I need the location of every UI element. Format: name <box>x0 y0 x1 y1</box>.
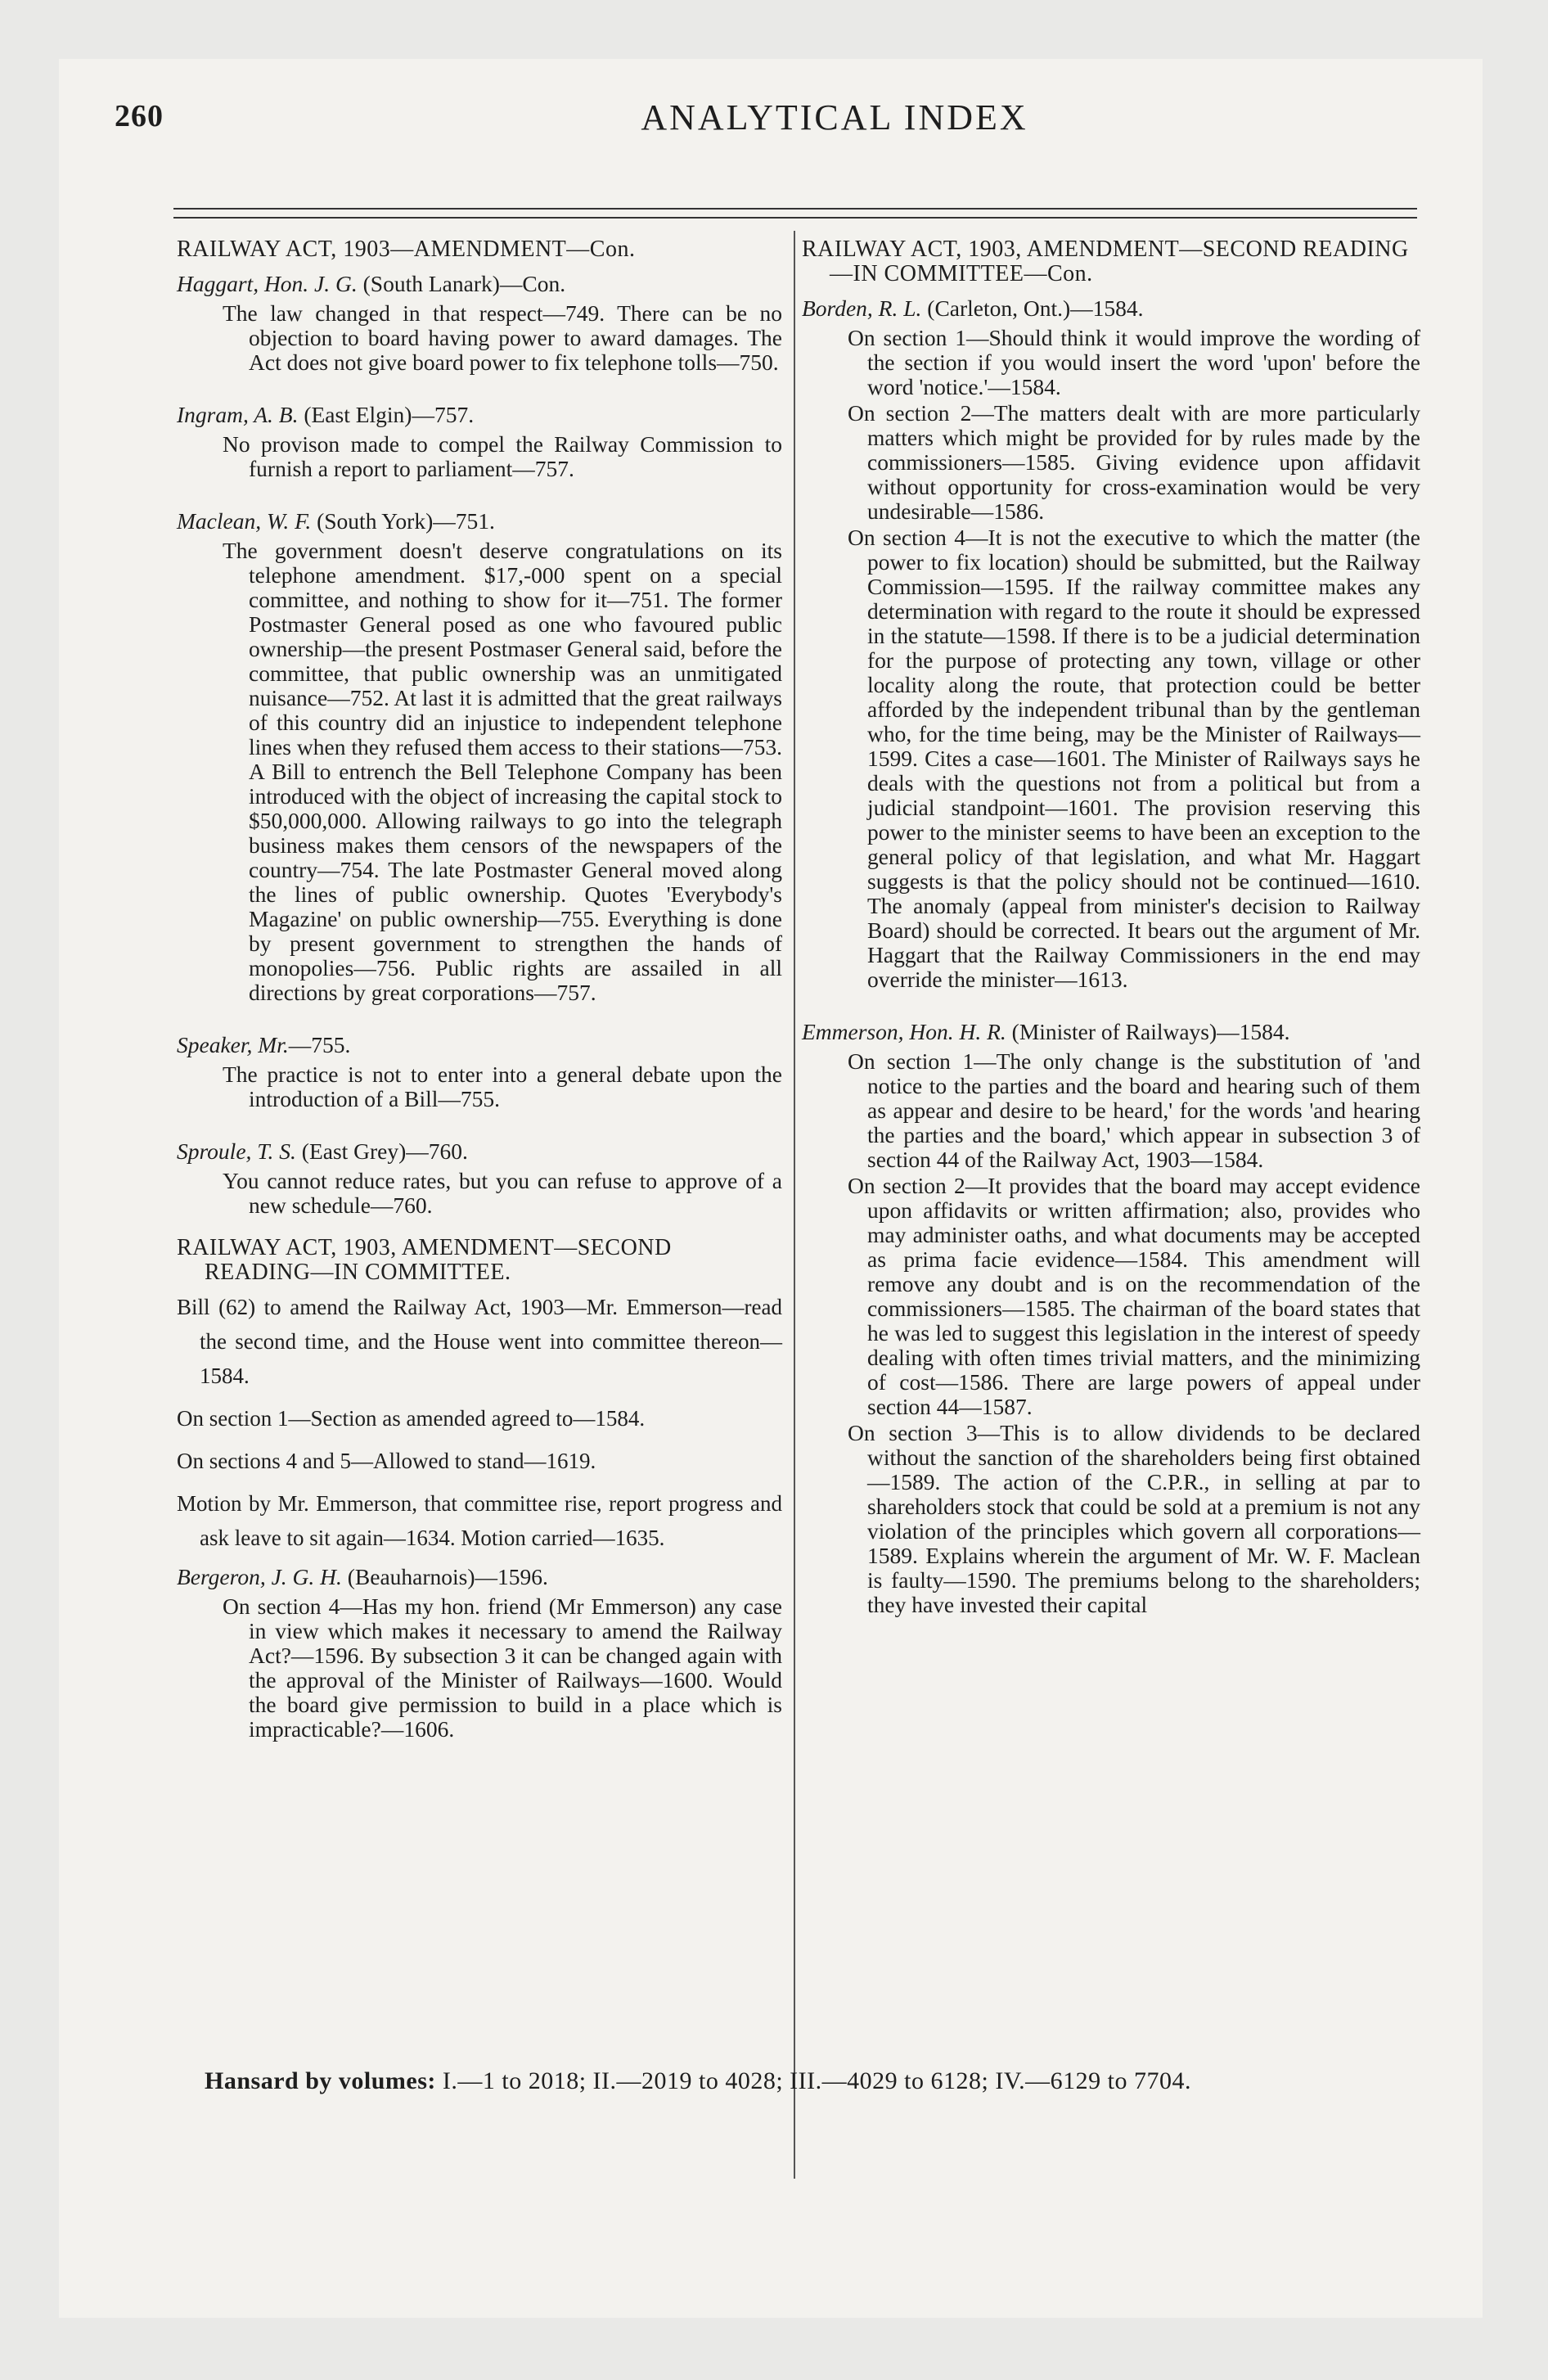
speaker-entry-emmerson <box>802 1020 1420 1044</box>
page-number: 260 <box>115 99 164 133</box>
entry-text: On section 4—Has my hon. friend (Mr Emmerson) any case in view which makes it necessary to amend the Railway Act?—1596. By subsection 3 it can be changed again with the approval of the Minister of Railways—1600. Would the board give permission to build in a place which is impracticable?—1606. <box>223 1593 782 1742</box>
entry-text: On section 1—The only change is the substitution of 'and notice to the parties and the board and hearing such of them as appear and desire to be heard,' for the words 'and hearing the parties and the board,' which appear in subsection 3 of section 44 of the Railway Act, 1903—1584. <box>848 1048 1420 1172</box>
speaker-name: Haggart, Hon. J. G. <box>177 271 358 296</box>
speaker-entry-speaker <box>177 1033 782 1057</box>
speaker-entry-ingram <box>177 403 782 427</box>
column-divider <box>794 231 795 2179</box>
section-heading: RAILWAY ACT, 1903, AMENDMENT—SECOND READING—IN COMMITTEE. <box>177 1235 672 1285</box>
footer-label: Hansard by volumes: <box>205 2067 436 2094</box>
entry-text: On section 2—The matters dealt with are more particularly matters which might be provided for by rules made by the commissioners—1585. Giving evidence upon affidavit without opportunity for cross-examination would be very undesirable—1586. <box>848 400 1420 524</box>
entry-text: On section 1—Should think it would improve the wording of the section if you would insert the word 'upon' before the word 'notice.'—1584. <box>848 325 1420 399</box>
speaker-riding: (Carleton, Ont.)—1584. <box>927 295 1144 321</box>
header-rule <box>173 208 1417 219</box>
running-title: ANALYTICAL INDEX <box>641 97 1028 137</box>
speaker-riding: —755. <box>288 1032 351 1057</box>
speaker-entry-haggart <box>177 272 782 296</box>
speaker-name: Bergeron, J. G. H. <box>177 1564 342 1589</box>
section-heading: RAILWAY ACT, 1903—AMENDMENT—Con. <box>177 237 636 262</box>
speaker-entry-maclean <box>177 509 782 534</box>
left-column <box>177 237 782 1743</box>
footer-text: I.—1 to 2018; II.—2019 to 4028; III.—4029 to 6128; IV.—6129 to 7704. <box>442 2067 1191 2094</box>
right-column <box>802 237 1420 1619</box>
footer-volumes <box>205 2067 1415 2095</box>
entry-text: On section 2—It provides that the board may accept evidence upon affidavits or written affirmation; also, provides who may administer oaths, and what documents may be accepted as prima facie evidence—1584. This amendment will remove any doubt and is on the recommendation of the commissioners—1585. The chairman of the board states that he was led to suggest this legislation in the interest of speedy dealing with often times trivial matters, and the minimizing of cost—1586. There are large powers of appeal under section 44—1587. <box>848 1173 1420 1419</box>
entry-text: On section 4—It is not the executive to which the matter (the power to fix location) should be submitted, but the Railway Commission—1595. If the railway committee makes any determination with regard to the route it should be expressed in the statute—1598. If there is to be a judicial determination for the purpose of protecting any town, village or other locality along the route, that protection could be better afforded by the independent tribunal than by the gentleman who, for the time being, may be the Minister of Railways—1599. Cites a case—1601. The Minister of Railways says he deals with the questions not from a political but from a judicial standpoint—1601. The provision reserving this power to the minister seems to have been an exception to the general policy of that legislation, and what Mr. Haggart suggests is that the policy should not be continued—1610. The anomaly (appeal from minister's decision to Railway Board) should be corrected. It bears out the argument of Mr. Haggart that the Railway Commissioners in the end may override the minister—1613. <box>848 525 1420 992</box>
speaker-riding: (East Grey)—760. <box>301 1138 468 1164</box>
section-heading: RAILWAY ACT, 1903, AMENDMENT—SECOND READING—IN COMMITTEE—Con. <box>802 237 1409 286</box>
speaker-name: Ingram, A. B. <box>177 402 299 427</box>
entry-text: The practice is not to enter into a general debate upon the introduction of a Bill—755. <box>223 1062 782 1111</box>
speaker-name: Sproule, T. S. <box>177 1138 296 1164</box>
bill-entry: Bill (62) to amend the Railway Act, 1903—Mr. Emmerson—read the second time, and the House went into committee thereon—1584. <box>177 1295 782 1388</box>
speaker-name: Speaker, Mr. <box>177 1032 289 1057</box>
bill-entry: Motion by Mr. Emmerson, that committee rise, report progress and ask leave to sit again—1634. Motion carried—1635. <box>177 1491 782 1550</box>
speaker-riding: (East Elgin)—757. <box>304 402 475 427</box>
entry-text: No provison made to compel the Railway Commission to furnish a report to parliament—757. <box>223 431 782 481</box>
speaker-riding: (Beauharnois)—1596. <box>347 1564 548 1589</box>
speaker-name: Borden, R. L. <box>802 295 922 321</box>
bill-entry: On section 1—Section as amended agreed to—1584. <box>177 1406 646 1431</box>
entry-text: On section 3—This is to allow dividends to be declared without the sanction of the shareholders being first obtained—1589. The action of the C.P.R., in selling at par to shareholders stock that could be sold at a premium is not any violation of the principles which govern all corporations—1589. Explains wherein the argument of Mr. W. F. Maclean is faulty—1590. The premiums belong to the shareholders; they have invested their capital <box>848 1420 1420 1617</box>
speaker-riding: (Minister of Railways)—1584. <box>1011 1019 1290 1044</box>
speaker-name: Maclean, W. F. <box>177 508 312 534</box>
entry-text: You cannot reduce rates, but you can refuse to approve of a new schedule—760. <box>223 1168 782 1218</box>
entry-text: The government doesn't deserve congratulations on its telephone amendment. $17,-000 spent on a special committee, and nothing to show for it—751. The former Postmaster General posed as one who favoured public ownership—the present Postmaser General said, before the committee, that public ownership was an unmitigated nuisance—752. At last it is admitted that the great railways of this country did an injustice to independent telephone lines when they refused them access to their stations—753. A Bill to entrench the Bell Telephone Company has been introduced with the object of increasing the capital stock to $50,000,000. Allowing railways to go into the telegraph business makes them censors of the newspapers of the country—754. The late Postmaster General moved along the lines of public ownership. Quotes 'Everybody's Magazine' on public ownership—755. Everything is done by present government to strengthen the hands of monopolies—756. Public rights are assailed in all directions by great corporations—757. <box>223 538 782 1005</box>
page-header <box>115 88 1424 146</box>
speaker-entry-bergeron <box>177 1565 782 1589</box>
speaker-entry-borden <box>802 296 1420 321</box>
speaker-name: Emmerson, Hon. H. R. <box>802 1019 1006 1044</box>
bill-entry: On sections 4 and 5—Allowed to stand—1619. <box>177 1449 596 1473</box>
speaker-riding: (South Lanark)—Con. <box>362 271 566 296</box>
entry-text: The law changed in that respect—749. There can be no objection to board having power to award damages. The Act does not give board power to fix telephone tolls—750. <box>223 300 782 375</box>
speaker-riding: (South York)—751. <box>317 508 495 534</box>
speaker-entry-sproule <box>177 1139 782 1164</box>
